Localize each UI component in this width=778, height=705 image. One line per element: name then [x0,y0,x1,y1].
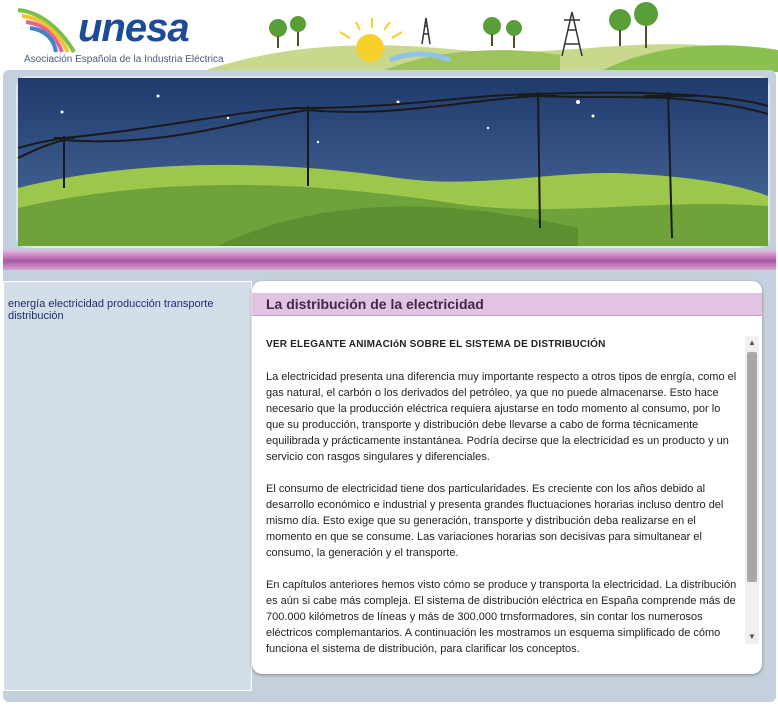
night-banner [18,78,768,246]
decorative-stripe [3,250,776,270]
scroll-up-icon[interactable]: ▲ [748,338,756,347]
paragraph-3: En capítulos anteriores hemos visto cómo se produce y transporta la electricidad. La distribución es aún si cabe más compleja. El sistema de distribución eléctrica en España comprende más de 700.000 kilómetros de líneas y más de 300.000 trnsformadores, sin contar los numerosos eléctricos complemantarios. A continuación les mostramos un esquema simplificado de cómo funciona el sistema de distribución, para clarificar los conceptos. [266,579,737,655]
logo-wordmark[interactable]: unesa [78,6,189,50]
page-title: La distribución de la electricidad [252,293,762,316]
site-header [0,0,778,72]
paragraph-1: La electricidad presenta una diferencia muy importante respecto a otros tipos de enrgía, como el gas natural, el carbón o los derivados del petróleo, ya que no puede almacenarse. Esto hace necesario que la producción eléctrica requiera ajustarse en todo momento al consumo, por lo que su producción, transporte y distribución debe llevarse a cabo de forma técnicamente equilibrada y prácticamente instantánea. Podría decirse que la electricidad es un producto y un servicio con rasgos singulares y diferenciales. [266,371,737,463]
scroll-down-icon[interactable]: ▼ [748,632,756,641]
vertical-scrollbar[interactable] [745,336,759,644]
keyword-tags: energía electricidad producción transporte distribución [8,298,214,322]
header-landscape-illustration [200,0,778,72]
paragraph-2: El consumo de electricidad tiene dos particularidades. Es creciente con los años debido al desarrollo económico e industrial y presenta grandes fluctuaciones horarias incluso dentro del mismo día. Esto exige que su generación, transporte y distribución deba realizarse en el momento en que se consume. Las variaciones horarias son decisivas para simultanear el consumo, la generación y el transporte. [266,483,724,559]
banner-night-scene [18,78,768,246]
unesa-logo-swoosh-icon [0,0,90,60]
left-sidebar [3,281,252,691]
article-text [266,337,740,655]
animation-link[interactable]: VER ELEGANTE ANIMACIóN SOBRE EL SISTEMA DE DISTRIBUCIÓN [266,339,606,350]
content-panel [252,281,762,674]
logo-subtitle: Asociación Española de la Industria Eléctrica [24,54,224,65]
scrollbar-thumb[interactable] [747,352,757,582]
